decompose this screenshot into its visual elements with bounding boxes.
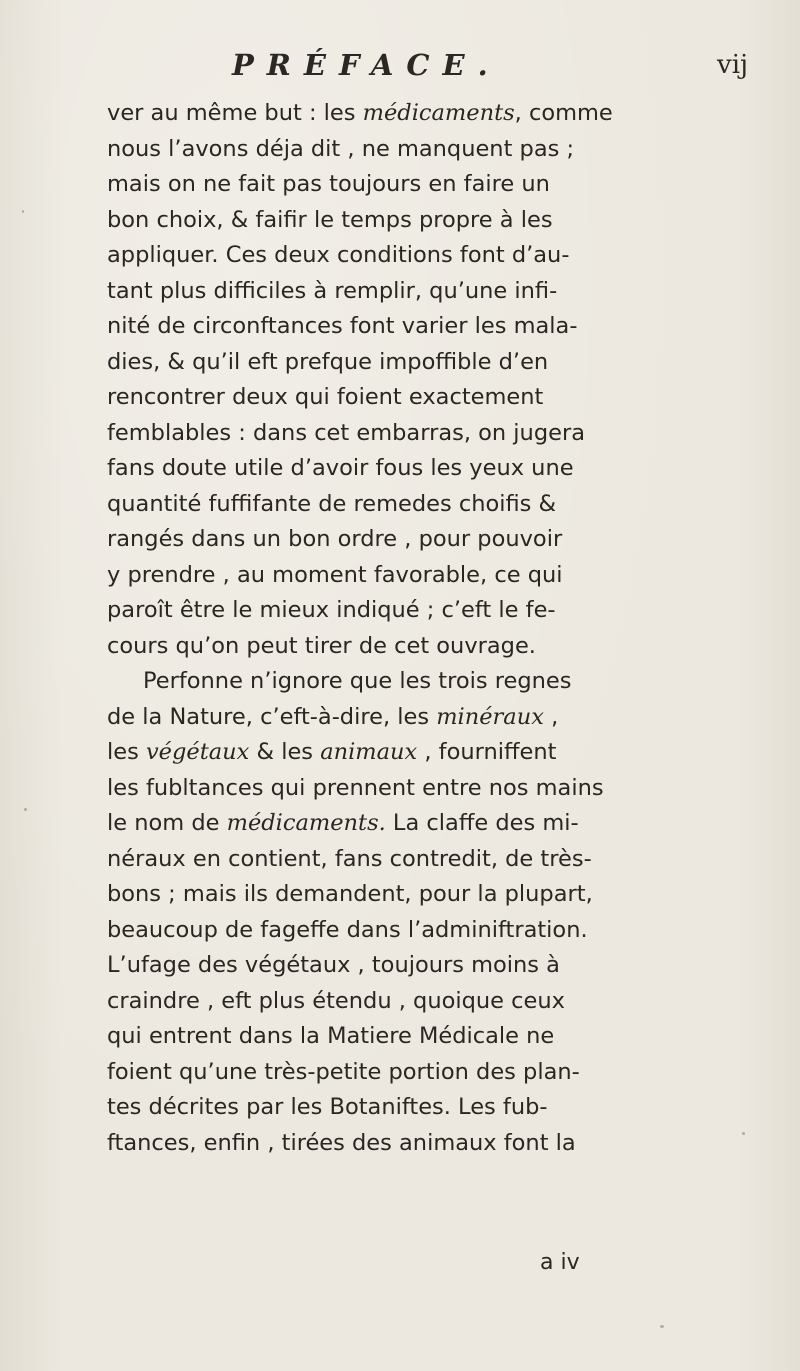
text-line: [107, 309, 687, 345]
italic-term: végétaux: [145, 739, 250, 765]
text-line: [107, 806, 687, 842]
italic-term: animaux: [320, 739, 418, 765]
text-line: [107, 1019, 687, 1055]
text-line: [107, 238, 687, 274]
text-line: [107, 345, 687, 381]
text-run: bons ; mais ils demandent, pour la plupart,: [107, 881, 593, 907]
text-run: & les: [249, 739, 321, 765]
text-run: y prendre , au moment favorable, ce qui: [107, 561, 563, 588]
paper-speck: [660, 1325, 664, 1328]
text-run: de la Nature, c’eft-à-dire, les: [107, 703, 437, 730]
text-run: rencontrer deux qui foient exactement: [107, 384, 544, 410]
italic-term: médicaments: [362, 100, 515, 126]
text-run: tes décrites par les Botaniftes. Les fub-: [107, 1094, 548, 1120]
text-line: [107, 522, 687, 558]
text-line: [107, 629, 687, 665]
page-number: vij: [717, 50, 749, 80]
text-run: tant plus difficiles à remplir, qu’une infi-: [107, 277, 558, 304]
text-run: bon choix, & faifir le temps propre à les: [107, 206, 553, 233]
text-line: [107, 487, 687, 523]
text-line: [107, 913, 687, 949]
text-run: les fubltances qui prennent entre nos mains: [107, 774, 604, 801]
text-line: [107, 167, 687, 203]
text-run: cours qu’on peut tirer de cet ouvrage.: [107, 632, 536, 659]
text-run: Perfonne n’ignore que les trois regnes: [143, 668, 572, 694]
running-head: [0, 48, 800, 88]
text-line: [107, 1126, 687, 1162]
text-run: mais on ne fait pas toujours en faire un: [107, 171, 550, 197]
text-line: [107, 984, 687, 1020]
signature-mark: a iv: [540, 1250, 580, 1275]
text-run: appliquer. Ces deux conditions font d’au-: [107, 242, 570, 268]
text-line: [107, 416, 687, 452]
text-run: ,: [543, 703, 559, 730]
text-line: [107, 558, 687, 594]
text-line: [107, 735, 687, 771]
text-line: [107, 664, 687, 700]
text-run: L’ufage des végétaux , toujours moins à: [107, 952, 560, 978]
text-line: [107, 700, 687, 736]
text-run: nité de circonftances font varier les mala-: [107, 313, 578, 339]
text-line: [107, 132, 687, 168]
text-run: foient qu’une très-petite portion des plan-: [107, 1058, 580, 1085]
text-line: [107, 771, 687, 807]
text-line: [107, 380, 687, 416]
italic-term: médicaments.: [226, 810, 386, 836]
text-line: [107, 274, 687, 310]
text-line: [107, 948, 687, 984]
paper-speck: [22, 210, 24, 213]
text-run: , comme: [514, 100, 613, 126]
text-line: [107, 1090, 687, 1126]
italic-term: minéraux: [436, 703, 544, 730]
text-line: [107, 451, 687, 487]
paper-speck: [24, 808, 27, 811]
text-run: qui entrent dans la Matiere Médicale ne: [107, 1023, 555, 1049]
text-run: néraux en contient, fans contredit, de très-: [107, 845, 592, 872]
text-run: quantité fuffifante de remedes choifis &: [107, 490, 557, 517]
paper-speck: [742, 1132, 745, 1135]
text-line: [107, 877, 687, 913]
text-line: [107, 96, 687, 132]
text-run: le nom de: [107, 810, 227, 836]
text-line: [107, 593, 687, 629]
text-run: les: [107, 739, 146, 765]
text-run: ftances, enfin , tirées des animaux font la: [107, 1129, 576, 1156]
text-run: beaucoup de fageffe dans l’adminiftration.: [107, 916, 588, 943]
text-run: paroît être le mieux indiqué ; c’eft le fe-: [107, 597, 556, 623]
text-run: ver au même but : les: [107, 100, 363, 126]
body-text: [107, 96, 687, 1161]
text-line: [107, 1055, 687, 1091]
text-run: craindre , eft plus étendu , quoique ceux: [107, 987, 565, 1014]
text-run: dies, & qu’il eft prefque impoffible d’en: [107, 348, 549, 375]
text-run: La claffe des mi-: [385, 810, 579, 836]
text-line: [107, 203, 687, 239]
text-run: , fourniffent: [417, 739, 557, 765]
text-line: [107, 842, 687, 878]
text-run: fans doute utile d’avoir fous les yeux une: [107, 455, 574, 481]
text-run: nous l’avons déja dit , ne manquent pas ;: [107, 135, 575, 162]
text-run: femblables : dans cet embarras, on jugera: [107, 419, 585, 446]
running-title: PRÉFACE.: [232, 48, 501, 82]
text-run: rangés dans un bon ordre , pour pouvoir: [107, 526, 563, 552]
